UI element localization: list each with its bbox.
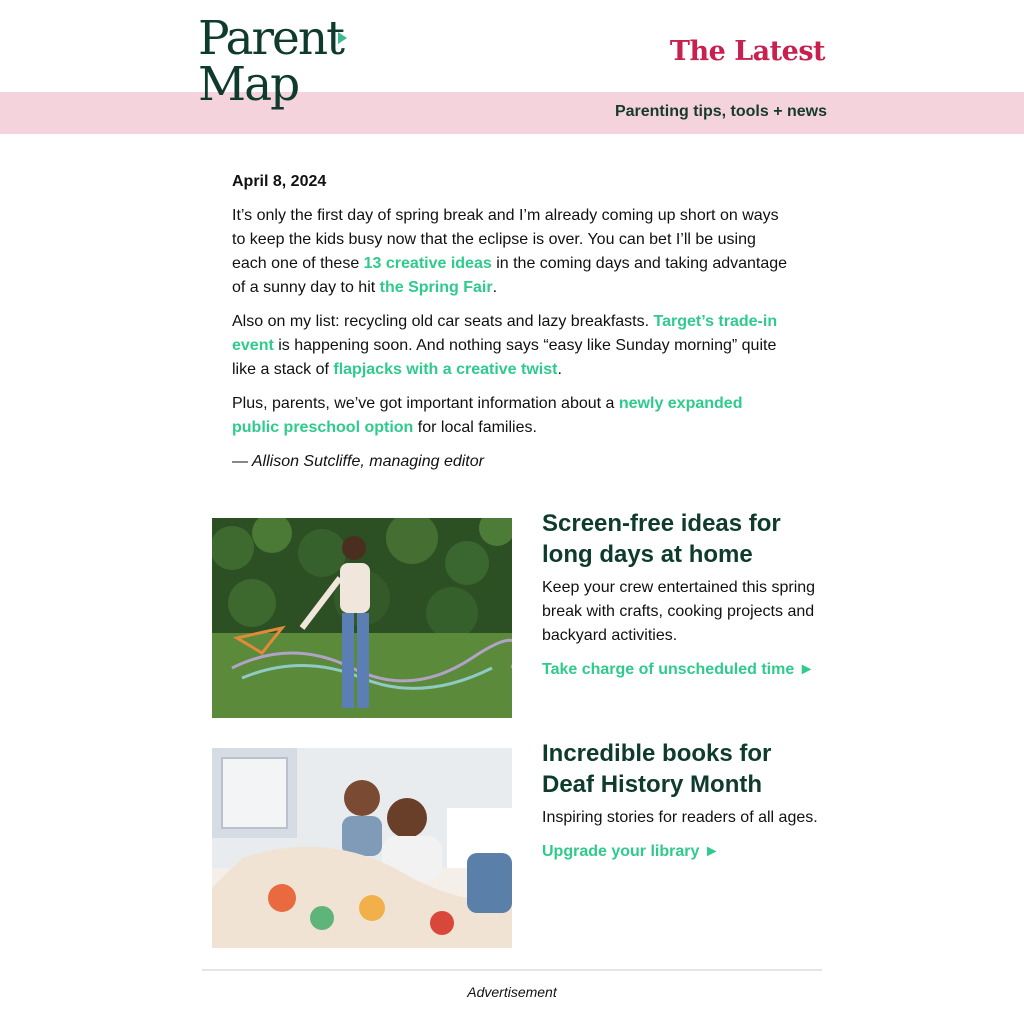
story-description: Keep your crew entertained this spring break with crafts, cooking projects and backyard activities. [542,579,816,644]
intro-text: in the coming days and taking advantage of a sunny day to hit [232,255,788,296]
intro-text: It’s only the first day of spring break and I’m already coming up short on ways to keep the kids busy now that the eclipse is over. You can bet I’ll be using each one of these [232,207,779,272]
editor-signature: — Allison Sutcliffe, managing editor [232,453,484,470]
story-title[interactable]: Incredible books for Deaf History Month [542,740,772,798]
story-title[interactable]: Screen-free ideas for long days at home [542,510,781,568]
play-triangle-icon [338,32,347,44]
intro-paragraph-2 [232,310,794,382]
story-body [542,508,824,682]
upgrade-library-link[interactable]: Upgrade your library ► [542,843,720,860]
intro-text: for local families. [413,419,537,436]
kids-reading-photo[interactable] [212,748,512,948]
intro-text: . [492,279,498,296]
section-divider [202,969,822,971]
creative-ideas-link[interactable]: 13 creative ideas [363,255,492,272]
newsletter-header [0,0,1024,134]
intro-paragraph-3 [232,392,794,440]
intro-text: Also on my list: recycling old car seats and lazy breakfasts. [232,313,654,330]
preschool-option-link[interactable]: newly expanded public preschool option [232,395,743,436]
intro-paragraph-1 [232,204,794,300]
intro-text: . [557,361,562,378]
parentmap-logo[interactable] [198,11,343,112]
editor-intro [232,170,794,484]
story-body [542,738,824,864]
girl-with-bubbles-photo[interactable] [212,518,512,718]
spring-fair-link[interactable]: the Spring Fair [379,279,493,296]
header-tagline: Parenting tips, tools + news [614,103,827,120]
story-description: Inspiring stories for readers of all ages. [542,809,818,826]
logo-line-1: Parent [198,11,343,66]
target-trade-in-link[interactable]: Target’s trade-in event [232,313,778,354]
issue-date: April 8, 2024 [232,173,327,190]
flapjacks-link[interactable]: flapjacks with a creative twist [333,361,558,378]
newsletter-title: The Latest [669,36,825,67]
intro-text: is happening soon. And nothing says “easy like Sunday morning” quite like a stack of [232,337,777,378]
advertisement-label: Advertisement [467,984,557,1000]
logo-line-2: Map [198,57,299,112]
unscheduled-time-link[interactable]: Take charge of unscheduled time ► [542,661,815,678]
header-band [0,92,1024,134]
intro-text: Plus, parents, we’ve got important information about a [232,395,619,412]
